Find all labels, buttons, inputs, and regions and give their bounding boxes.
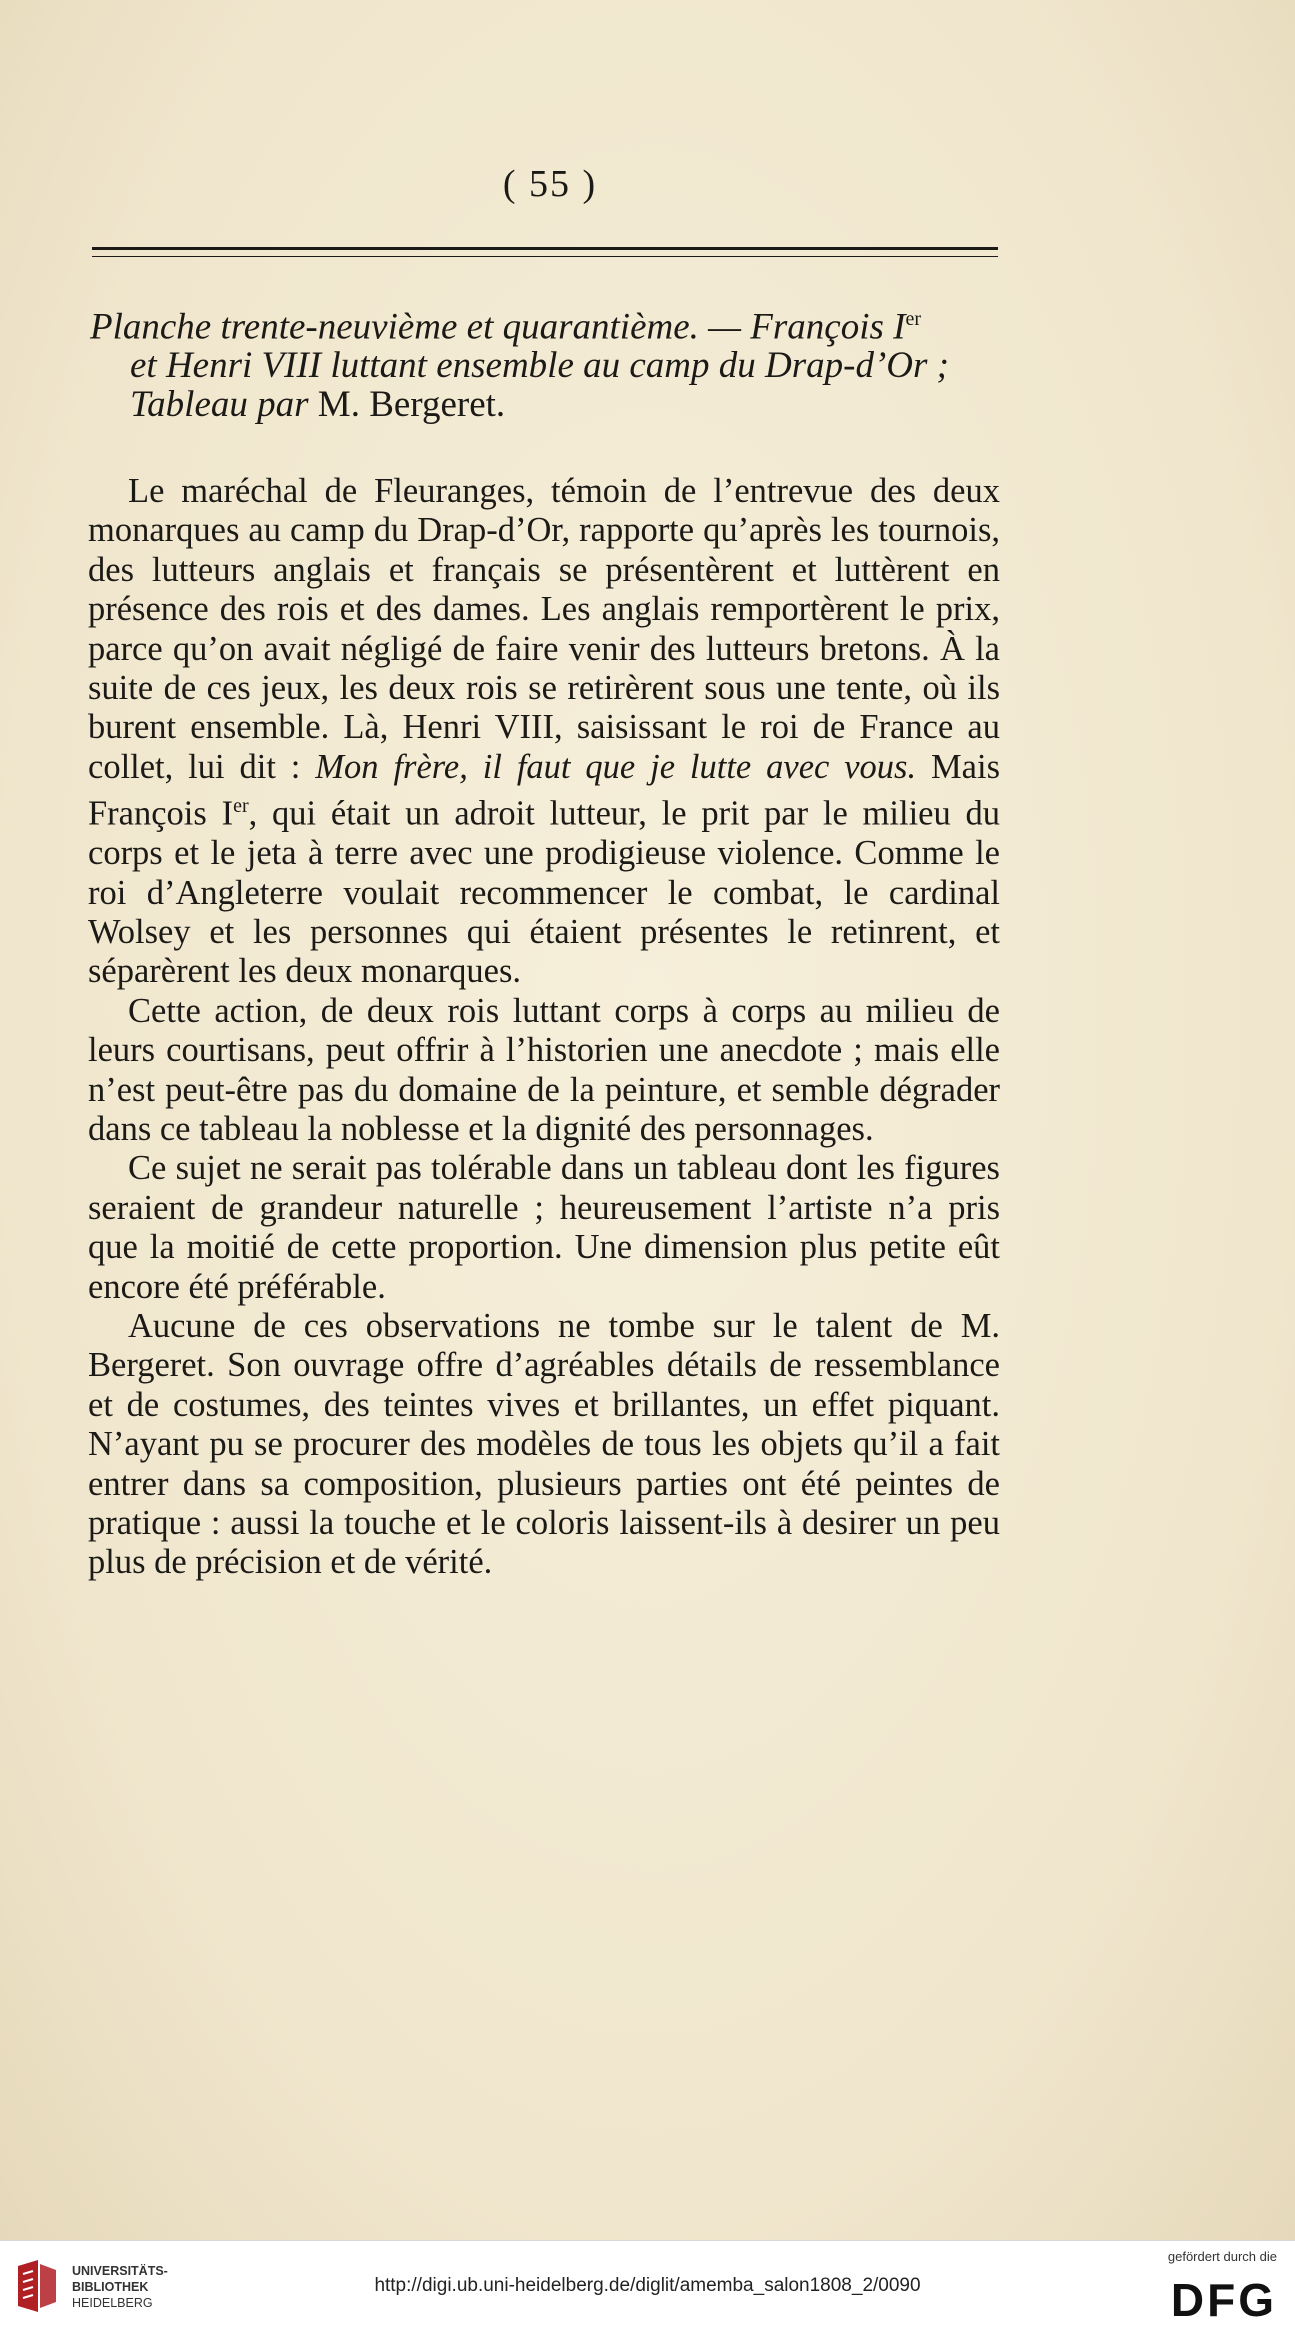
paragraph-1-text-a: Le maréchal de Fleuranges, témoin de l’entrevue des deux monarques au camp du Drap-d’Or, rapporte qu’après les tournois, des lutteurs anglais et français se présentèrent et luttèrent en présence des rois et des dames. Les anglais remportèrent le prix, parce qu’on avait négligé de faire venir des lutteurs bretons. À la suite de ces jeux, les deux rois se retirèrent sous une tente, où ils burent ensemble. Là, Henri VIII, saisissant le roi de France au collet, lui dit : bbox=[88, 472, 1000, 786]
paragraph-2: Cette action, de deux rois luttant corps à corps au milieu de leurs courtisans, peut offrir à l’historien une anecdote ; mais elle n’est peut-être pas du domaine de la peinture, et semble dégrader dans ce tableau la noblesse et la dignité des personnages. bbox=[88, 991, 1000, 1148]
page-number: ( 55 ) bbox=[502, 163, 598, 205]
paragraph-1 bbox=[88, 472, 1000, 992]
paragraph-1-text-b: Mais François I bbox=[88, 747, 1000, 833]
header-rule-thick bbox=[92, 247, 998, 250]
heading-line-3 bbox=[90, 385, 1000, 424]
heading-title: Planche trente-neuvième et quarantième. — François I bbox=[90, 306, 906, 348]
paragraph-3: Ce sujet ne serait pas tolérable dans un tableau dont les figures seraient de grandeur naturelle ; heureusement l’artiste n’a pris que la moitié de cette proportion. Une dimension plus petite eût encore été préférable. bbox=[88, 1149, 1000, 1306]
library-name-line-3: HEIDELBERG bbox=[72, 2296, 153, 2310]
permalink-url[interactable]: http://digi.ub.uni-heidelberg.de/diglit/amemba_salon1808_2/0090 bbox=[374, 2275, 921, 2296]
viewer-footer bbox=[0, 2240, 1295, 2336]
paragraph-1-text-c: , qui était un adroit lutteur, le prit par le milieu du corps et le jeta à terre avec une prodigieuse violence. Comme le roi d’Angleterre voulait recommencer le combat, le cardinal Wolsey et les personnes qui étaient présentes le retinrent, et séparèrent les deux monarques. bbox=[88, 794, 1000, 991]
paragraph-1-quote: Mon frère, il faut que je lutte avec vous. bbox=[315, 747, 917, 786]
header-rule-thin bbox=[92, 256, 998, 257]
library-name-line-1: UNIVERSITÄTS- bbox=[72, 2264, 168, 2278]
plate-heading bbox=[90, 300, 1000, 424]
heading-subject: et Henri VIII luttant ensemble au camp du Drap-d’Or ; bbox=[130, 345, 949, 387]
heading-attribution: Tableau par bbox=[130, 384, 309, 426]
library-name-line-2: BIBLIOTHEK bbox=[72, 2280, 149, 2294]
paragraph-4: Aucune de ces observations ne tombe sur le talent de M. Bergeret. Son ouvrage offre d’agréables détails de ressemblance et de costumes, des teintes vives et brillantes, un effet piquant. N’ayant pu se procurer des modèles de tous les objets qu’il a fait entrer dans sa composition, plusieurs parties ont été peintes de pratique : aussi la touche et le coloris laissent-ils à desirer un peu plus de précision et de vérité. bbox=[88, 1307, 1000, 1582]
heading-artist: M. Bergeret. bbox=[308, 384, 506, 426]
dfg-logo: DFG bbox=[1170, 2274, 1277, 2326]
paragraph-1-superscript: er bbox=[233, 795, 249, 818]
heading-line-1 bbox=[90, 300, 1000, 346]
heading-superscript: er bbox=[905, 308, 922, 330]
body-text bbox=[88, 472, 1000, 1583]
sponsor-caption: gefördert durch die bbox=[1167, 2249, 1277, 2264]
heading-line-2 bbox=[90, 346, 1000, 385]
